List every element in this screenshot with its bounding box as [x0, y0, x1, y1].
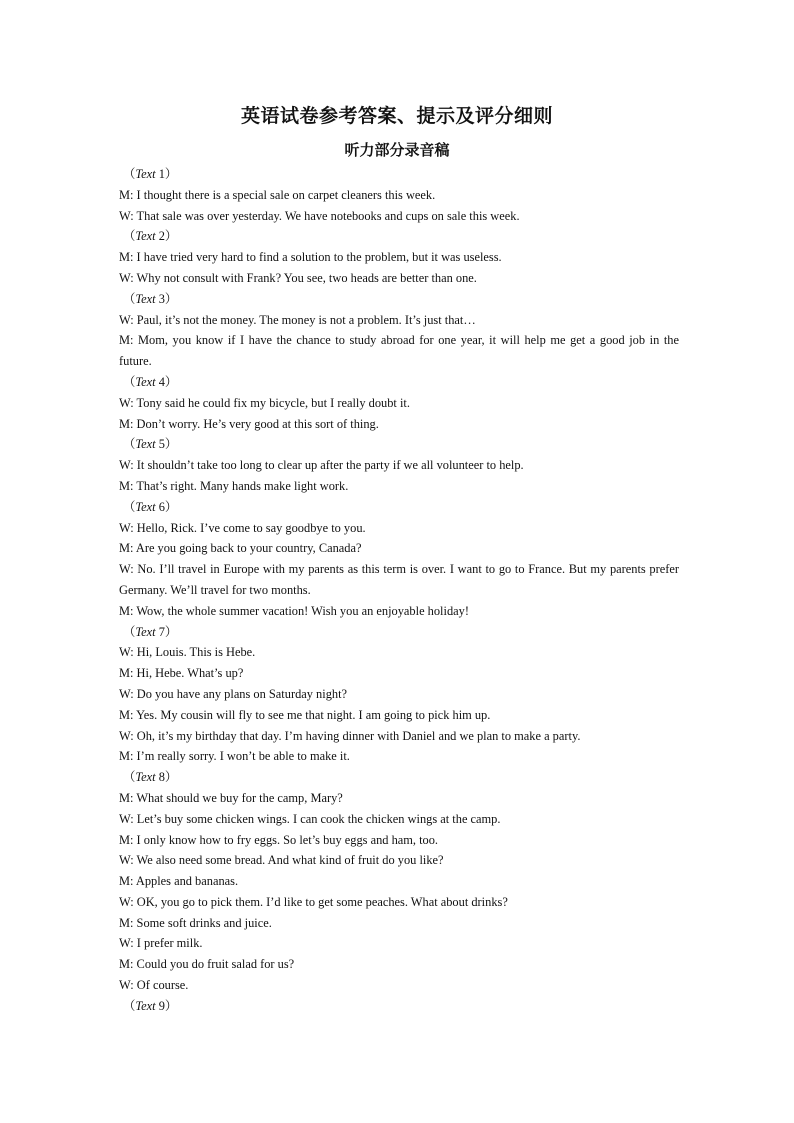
- dialogue-line: W: Tony said he could fix my bicycle, but I really doubt it.: [119, 395, 410, 410]
- dialogue-line: M: Are you going back to your country, Canada?: [119, 541, 362, 556]
- dialogue-line: W: Of course.: [119, 978, 189, 993]
- text-section-label: （Text 8）: [123, 770, 178, 785]
- dialogue-line: M: I thought there is a special sale on carpet cleaners this week.: [119, 187, 436, 202]
- dialogue-line: M: What should we buy for the camp, Mary?: [119, 790, 343, 805]
- dialogue-line: W: It shouldn’t take too long to clear up after the party if we all volunteer to help.: [119, 458, 524, 473]
- dialogue-line: M: I’m really sorry. I won’t be able to make it.: [119, 749, 350, 764]
- text-label-name: Text: [135, 499, 156, 514]
- text-label-name: Text: [135, 624, 156, 639]
- text-label-name: Text: [135, 229, 156, 244]
- text-section-label: （Text 1）: [123, 167, 178, 181]
- text-label-name: Text: [135, 770, 156, 785]
- text-label-name: Text: [135, 167, 156, 181]
- dialogue-line: W: OK, you go to pick them. I’d like to get some peaches. What about drinks?: [119, 894, 508, 909]
- text-label-name: Text: [135, 374, 156, 389]
- text-label-number: 7: [158, 624, 165, 639]
- text-label-number: 6: [158, 499, 165, 514]
- text-section-label: （Text 9）: [123, 998, 178, 1013]
- text-label-number: 2: [158, 229, 165, 244]
- text-label-name: Text: [135, 291, 156, 306]
- dialogue-line: W: That sale was over yesterday. We have notebooks and cups on sale this week.: [119, 208, 520, 223]
- dialogue-line: M: Some soft drinks and juice.: [119, 915, 272, 930]
- transcript-body: [119, 164, 679, 1017]
- dialogue-line: W: I prefer milk.: [119, 936, 203, 951]
- text-section-label: （Text 4）: [123, 374, 178, 389]
- text-label-number: 4: [158, 374, 165, 389]
- text-label-number: 9: [158, 998, 165, 1013]
- dialogue-line: M: Mom, you know if I have the chance to study abroad for one year, it will help me get a good job in the future.: [119, 333, 679, 369]
- dialogue-line: W: Paul, it’s not the money. The money is not a problem. It’s just that…: [119, 312, 476, 327]
- dialogue-line: M: I have tried very hard to find a solution to the problem, but it was useless.: [119, 250, 502, 265]
- text-label-name: Text: [135, 998, 156, 1013]
- text-label-number: 8: [158, 770, 165, 785]
- dialogue-line: W: Why not consult with Frank? You see, two heads are better than one.: [119, 270, 477, 285]
- dialogue-line: M: Wow, the whole summer vacation! Wish you an enjoyable holiday!: [119, 603, 469, 618]
- text-section-label: （Text 5）: [123, 437, 178, 452]
- dialogue-line: M: Yes. My cousin will fly to see me that night. I am going to pick him up.: [119, 707, 491, 722]
- dialogue-line: W: We also need some bread. And what kind of fruit do you like?: [119, 853, 444, 868]
- dialogue-line: W: Hello, Rick. I’ve come to say goodbye to you.: [119, 520, 366, 535]
- text-section-label: （Text 3）: [123, 291, 178, 306]
- dialogue-line: M: Don’t worry. He’s very good at this sort of thing.: [119, 416, 379, 431]
- document-title: 英语试卷参考答案、提示及评分细则: [240, 106, 553, 127]
- dialogue-line: M: I only know how to fry eggs. So let’s buy eggs and ham, too.: [119, 832, 439, 847]
- document-subtitle: 听力部分录音稿: [344, 143, 450, 159]
- dialogue-line: W: Let’s buy some chicken wings. I can cook the chicken wings at the camp.: [119, 811, 501, 826]
- dialogue-line: M: That’s right. Many hands make light work.: [119, 478, 349, 493]
- dialogue-line: W: Do you have any plans on Saturday night?: [119, 686, 348, 701]
- text-label-number: 5: [158, 437, 165, 452]
- dialogue-line: W: Hi, Louis. This is Hebe.: [119, 645, 256, 660]
- text-label-number: 1: [158, 167, 165, 181]
- dialogue-line: M: Apples and bananas.: [119, 874, 239, 889]
- dialogue-line: W: Oh, it’s my birthday that day. I’m having dinner with Daniel and we plan to make a party.: [119, 728, 581, 743]
- dialogue-line: M: Hi, Hebe. What’s up?: [119, 666, 244, 681]
- dialogue-line: M: Could you do fruit salad for us?: [119, 957, 295, 972]
- text-label-number: 3: [158, 291, 165, 306]
- text-label-name: Text: [135, 437, 156, 452]
- text-section-label: （Text 2）: [123, 229, 178, 244]
- text-section-label: （Text 6）: [123, 499, 178, 514]
- dialogue-line: W: No. I’ll travel in Europe with my parents as this term is over. I want to go to France. But my parents prefer Germany. We’ll travel for two months.: [119, 562, 679, 597]
- text-section-label: （Text 7）: [123, 624, 178, 639]
